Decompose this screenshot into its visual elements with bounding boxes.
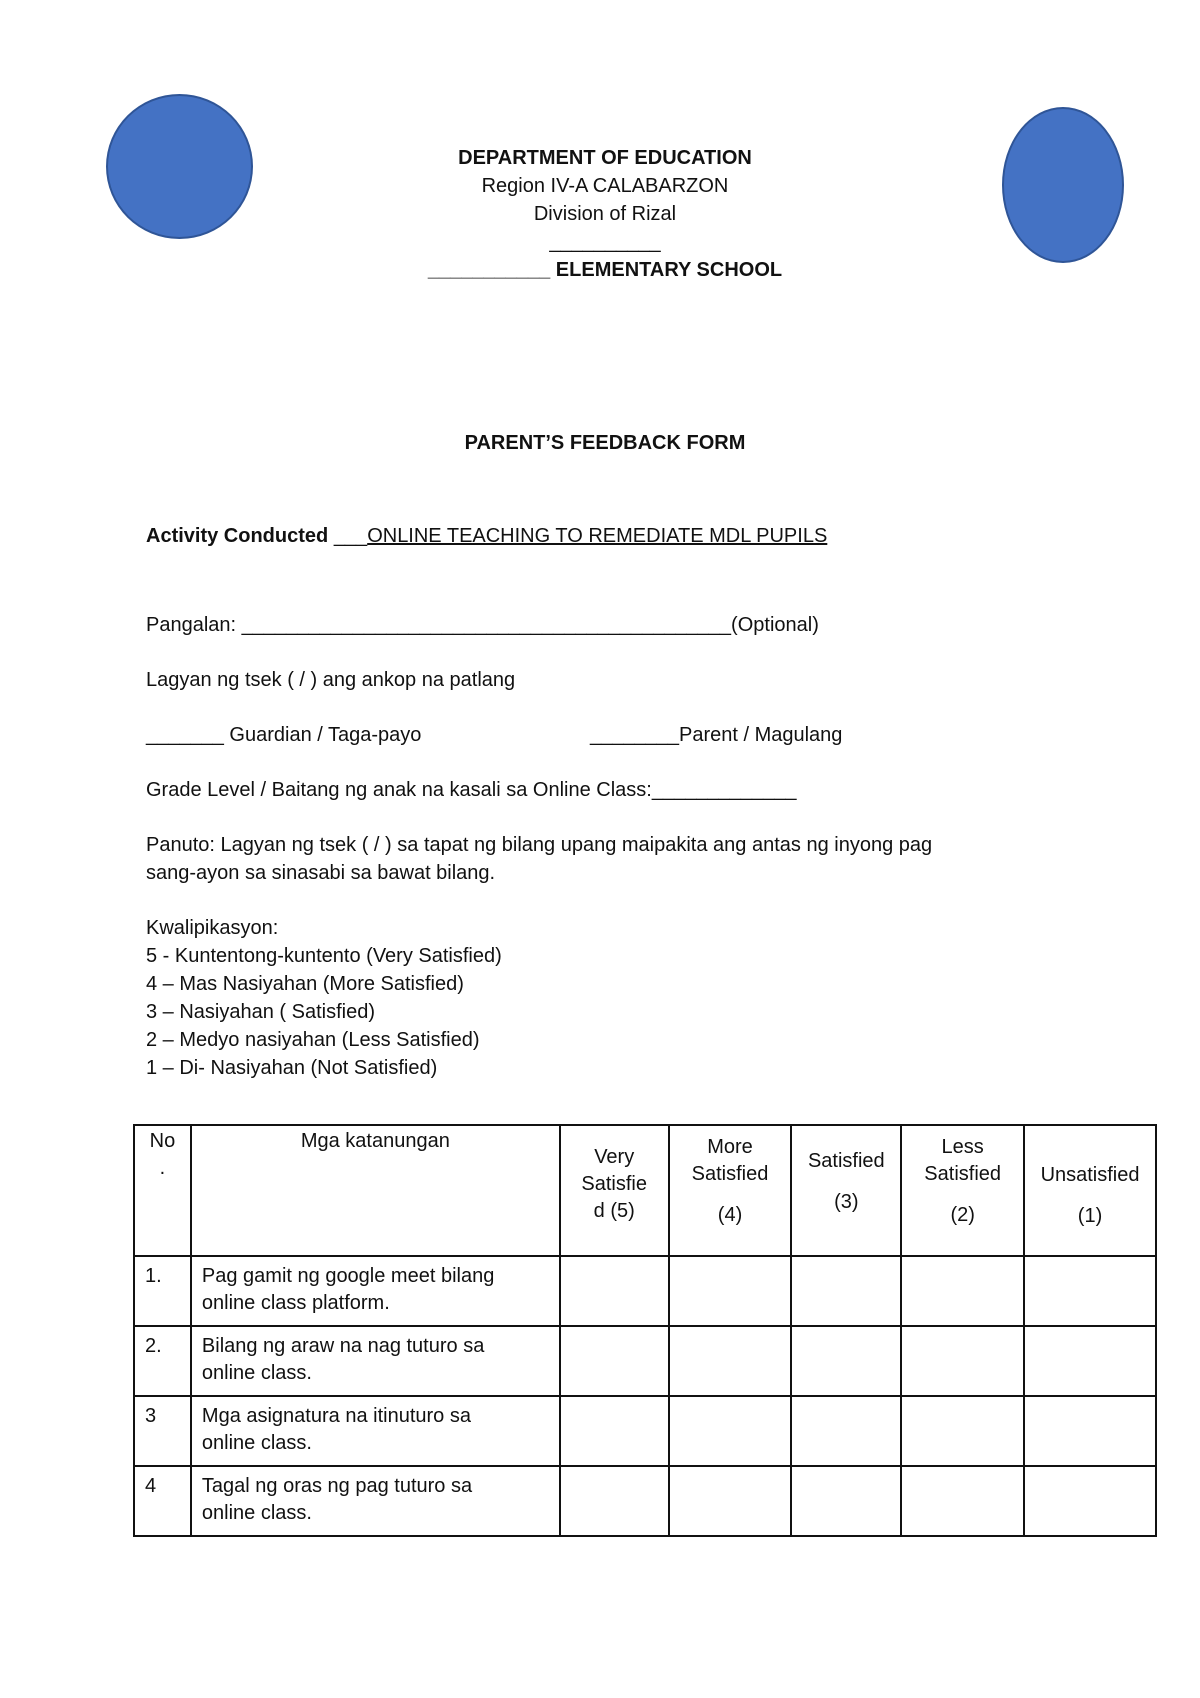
directions-line-1: Panuto: Lagyan ng tsek ( / ) sa tapat ng bilang upang maipakita ang antas ng inyong pag: [146, 834, 933, 856]
rating-cell-2[interactable]: [901, 1466, 1024, 1536]
qualification-item: 3 – Nasiyahan ( Satisfied): [146, 1001, 376, 1023]
header-less-satisfied: Less Satisfied (2): [901, 1125, 1024, 1256]
table-row: [134, 1466, 1156, 1536]
rating-cell-1[interactable]: [1024, 1466, 1156, 1536]
school-name-line: [300, 256, 910, 284]
school-name-blank: ___________: [427, 259, 551, 281]
row-question: Mga asignatura na itinuturo sa online class.: [191, 1396, 560, 1466]
rating-cell-3[interactable]: [791, 1256, 901, 1326]
rating-cell-2[interactable]: [901, 1256, 1024, 1326]
header-more-satisfied: More Satisfied (4): [669, 1125, 792, 1256]
table-row: [134, 1326, 1156, 1396]
qualification-item: 4 – Mas Nasiyahan (More Satisfied): [146, 973, 464, 995]
row-question: Bilang ng araw na nag tuturo sa online class.: [191, 1326, 560, 1396]
rating-cell-1[interactable]: [1024, 1326, 1156, 1396]
rating-cell-5[interactable]: [560, 1326, 669, 1396]
rating-cell-4[interactable]: [669, 1256, 792, 1326]
table-row: [134, 1256, 1156, 1326]
school-seal-right: [1002, 107, 1124, 263]
rating-cell-4[interactable]: [669, 1326, 792, 1396]
row-number: 4: [134, 1466, 191, 1536]
guardian-option: _______ Guardian / Taga-payo: [146, 724, 422, 746]
rating-cell-3[interactable]: [791, 1326, 901, 1396]
rating-cell-1[interactable]: [1024, 1256, 1156, 1326]
name-field-line: Pangalan: ____________________________________________(Optional): [146, 614, 819, 636]
row-number: 3: [134, 1396, 191, 1466]
qualifications-title: Kwalipikasyon:: [146, 917, 279, 939]
department-name: DEPARTMENT OF EDUCATION: [458, 147, 752, 169]
division-name: Division of Rizal: [533, 203, 677, 225]
rating-cell-2[interactable]: [901, 1326, 1024, 1396]
activity-value: ONLINE TEACHING TO REMEDIATE MDL PUPILS: [367, 525, 828, 547]
activity-label: Activity Conducted: [146, 525, 329, 547]
qualification-item: 2 – Medyo nasiyahan (Less Satisfied): [146, 1029, 480, 1051]
region-name: Region IV-A CALABARZON: [481, 175, 729, 197]
row-number: 2.: [134, 1326, 191, 1396]
check-instruction: Lagyan ng tsek ( / ) ang ankop na patlang: [146, 669, 516, 691]
form-title: PARENT’S FEEDBACK FORM: [464, 432, 746, 454]
blank-line: __________: [549, 231, 661, 253]
rating-cell-5[interactable]: [560, 1396, 669, 1466]
qualification-item: 1 – Di- Nasiyahan (Not Satisfied): [146, 1057, 438, 1079]
school-name-suffix: ELEMENTARY SCHOOL: [555, 259, 783, 281]
rating-cell-2[interactable]: [901, 1396, 1024, 1466]
respondent-options: [146, 721, 1046, 749]
table-row: [134, 1396, 1156, 1466]
row-question: Tagal ng oras ng pag tuturo sa online class.: [191, 1466, 560, 1536]
rating-cell-4[interactable]: [669, 1466, 792, 1536]
rating-cell-3[interactable]: [791, 1466, 901, 1536]
row-number: 1.: [134, 1256, 191, 1326]
header-unsatisfied: Unsatisfied (1): [1024, 1125, 1156, 1256]
rating-cell-3[interactable]: [791, 1396, 901, 1466]
header-satisfied: Satisfied (3): [791, 1125, 901, 1256]
table-header-row: [134, 1125, 1156, 1256]
activity-line: [146, 522, 827, 550]
grade-level-line: Grade Level / Baitang ng anak na kasali sa Online Class:_____________: [146, 779, 797, 801]
header-question: Mga katanungan: [191, 1125, 560, 1256]
letterhead: [300, 144, 910, 284]
qualification-item: 5 - Kuntentong-kuntento (Very Satisfied): [146, 945, 502, 967]
directions-line-2: sang-ayon sa sinasabi sa bawat bilang.: [146, 862, 496, 884]
rating-cell-4[interactable]: [669, 1396, 792, 1466]
feedback-table: [133, 1124, 1157, 1537]
rating-cell-5[interactable]: [560, 1466, 669, 1536]
rating-cell-1[interactable]: [1024, 1396, 1156, 1466]
rating-cell-5[interactable]: [560, 1256, 669, 1326]
activity-blank: ___: [333, 525, 368, 547]
header-very-satisfied: Very Satisfie d (5): [560, 1125, 669, 1256]
school-seal-left: [106, 94, 253, 239]
row-question: Pag gamit ng google meet bilang online class platform.: [191, 1256, 560, 1326]
parent-option: ________Parent / Magulang: [590, 724, 843, 746]
header-no: No .: [134, 1125, 191, 1256]
